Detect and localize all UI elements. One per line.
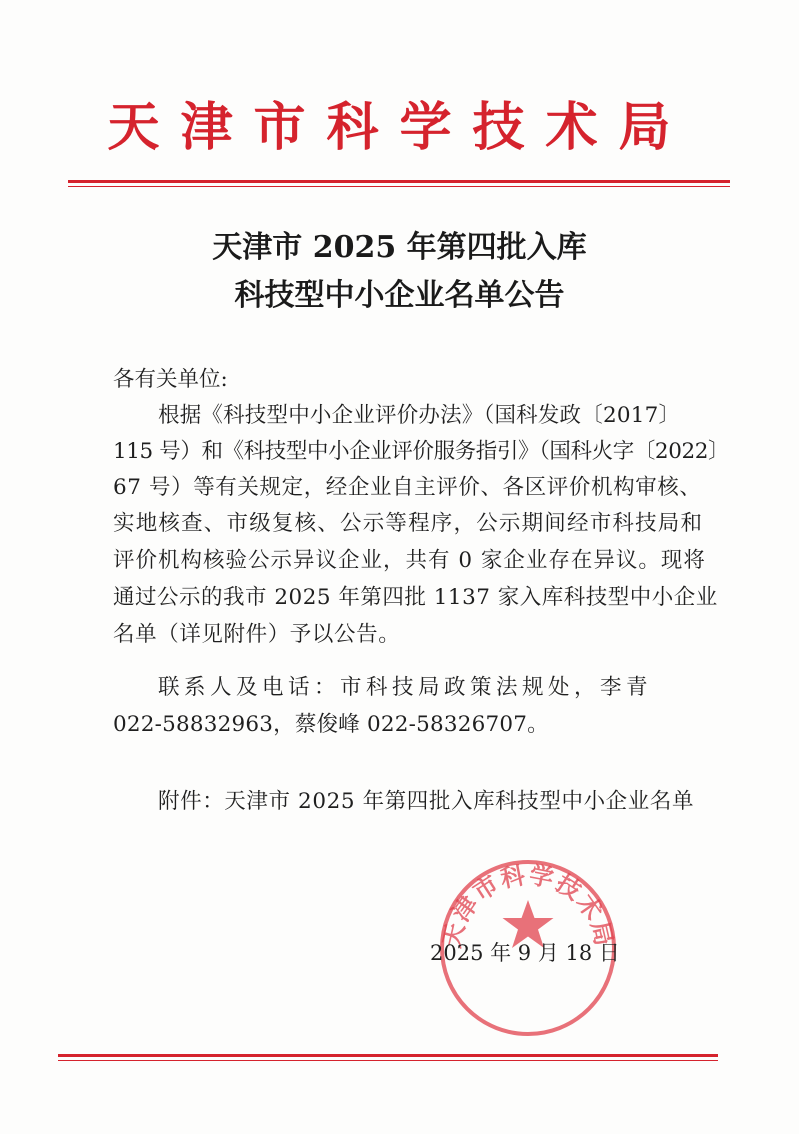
seal-text: 天津市科学技术局	[436, 859, 620, 951]
body-line-1: 根据《科技型中小企业评价办法》（国科发政〔2017〕	[158, 403, 681, 428]
contact-line-2: 022-58832963，蔡俊峰 022-58326707。	[113, 712, 549, 737]
salutation: 各有关单位:	[113, 367, 228, 392]
footer-divider	[58, 1054, 718, 1061]
letterhead-divider	[68, 180, 730, 187]
body-line-6: 通过公示的我市 2025 年第四批 1137 家入库科技型中小企业	[113, 585, 718, 610]
body-line-4: 实地核查、市级复核、公示等程序，公示期间经市科技局和	[113, 511, 704, 536]
contact-line-1: 联系人及电话：市科技局政策法规处，李青	[158, 675, 653, 700]
announcement-title-line-2: 科技型中小企业名单公告	[234, 278, 565, 313]
announcement-title-line-1: 天津市 2025 年第四批入库	[212, 230, 587, 265]
attachment-note: 附件：天津市 2025 年第四批入库科技型中小企业名单	[158, 789, 695, 814]
body-line-3: 67 号）等有关规定，经企业自主评价、各区评价机构审核、	[113, 475, 702, 500]
letterhead-title: 天津市科学技术局	[107, 97, 692, 158]
body-line-5: 评价机构核验公示异议企业，共有 0 家企业存在异议。现将	[113, 548, 706, 573]
body-line-7: 名单（详见附件）予以公告。	[113, 622, 401, 647]
issue-date: 2025 年 9 月 18 日	[430, 941, 620, 965]
body-line-2: 115 号）和《科技型中小企业评价服务指引》（国科火字〔2022〕	[113, 439, 730, 464]
